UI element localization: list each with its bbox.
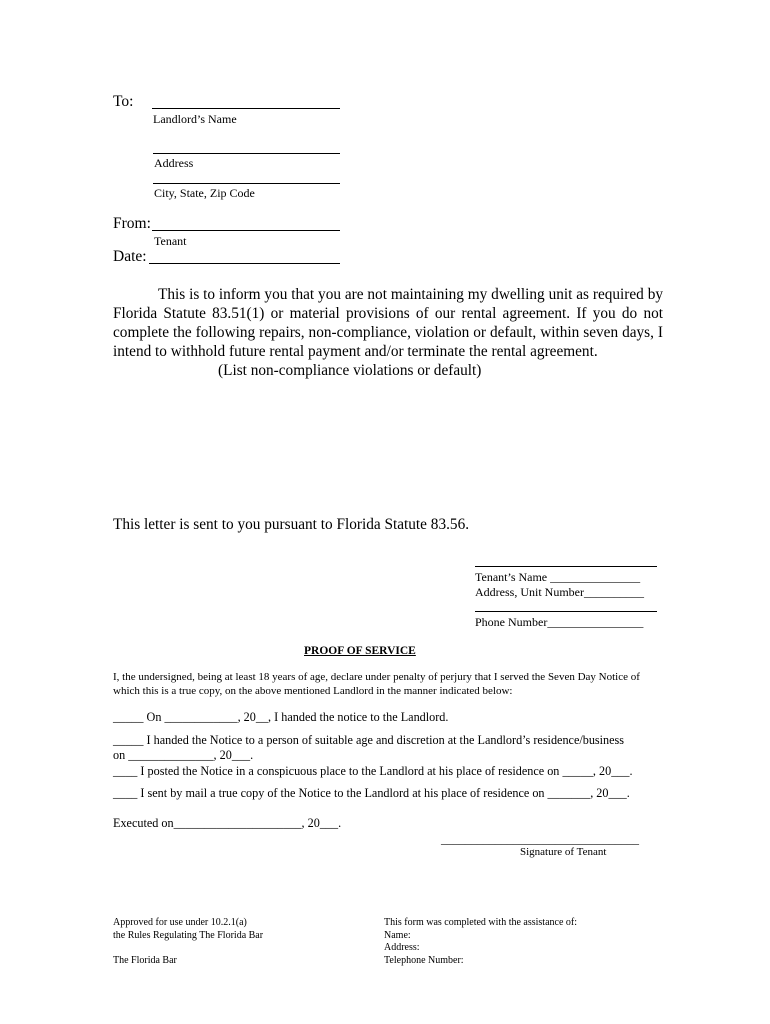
notice-paragraph: This is to inform you that you are not maintaining my dwelling unit as required by Florida Statute 83.51(1) or material provisions of our rental agreement. If you do not complete the following repairs, non-compliance, violation or default, within seven days, I intend to withhold future rental payment and/or terminate the rental agreement. — [113, 286, 663, 360]
footer-approved — [113, 917, 263, 967]
assistance-address-label: Address: — [384, 942, 420, 953]
city-state-zip-line[interactable] — [153, 183, 340, 184]
approved-line-1: Approved for use under 10.2.1(a) — [113, 917, 247, 928]
assistance-telephone-label: Telephone Number: — [384, 954, 464, 966]
option-handed-person-line1[interactable]: _____ I handed the Notice to a person of suitable age and discretion at the Landlord’s residence/business — [113, 733, 625, 747]
pursuant-line: This letter is sent to you pursuant to Florida Statute 83.56. — [113, 516, 470, 533]
from-label: From: — [113, 215, 151, 232]
landlord-name-label: Landlord’s Name — [153, 112, 237, 126]
phone-top-line[interactable] — [475, 611, 657, 612]
option-posted-notice[interactable]: ____ I posted the Notice in a conspicuous place to the Landlord at his place of residence on _____, 20___. — [113, 764, 633, 778]
option-sent-mail[interactable]: ____ I sent by mail a true copy of the Notice to the Landlord at his place of residence on _______, 20___. — [113, 786, 630, 800]
address-line[interactable] — [153, 153, 340, 154]
address-unit-field[interactable]: Address, Unit Number__________ — [475, 585, 644, 599]
signature-line[interactable]: _________________________________ — [441, 832, 639, 846]
tenant-name-field[interactable]: Tenant’s Name _______________ — [475, 570, 641, 584]
proof-declaration: I, the undersigned, being at least 18 years of age, declare under penalty of perjury that I served the Seven Day Notice of which this is a true copy, on the above mentioned Landlord in the manner indicated below: — [113, 671, 640, 697]
assistance-name-label: Name: — [384, 929, 411, 941]
assistance-line: This form was completed with the assistance of: — [384, 917, 578, 928]
tenant-line[interactable] — [152, 230, 340, 231]
landlord-name-line[interactable] — [152, 108, 340, 109]
to-label: To: — [113, 93, 134, 110]
option-handed-person-line2[interactable]: on ______________, 20___. — [113, 748, 254, 762]
phone-number-field[interactable]: Phone Number________________ — [475, 615, 644, 629]
city-state-zip-label: City, State, Zip Code — [154, 186, 255, 200]
signature-label: Signature of Tenant — [520, 846, 607, 858]
list-instruction: (List non-compliance violations or default) — [218, 362, 482, 379]
florida-bar-label: The Florida Bar — [113, 954, 177, 966]
date-line[interactable] — [149, 263, 340, 264]
approved-line-2: the Rules Regulating The Florida Bar — [113, 929, 264, 941]
proof-of-service-title: PROOF OF SERVICE — [304, 645, 416, 657]
tenant-label: Tenant — [154, 234, 187, 248]
tenant-signature-line[interactable] — [475, 566, 657, 567]
notice-body — [113, 285, 663, 380]
executed-on-field[interactable]: Executed on_____________________, 20___. — [113, 816, 342, 830]
footer-assistance — [384, 917, 577, 967]
address-label: Address — [154, 156, 194, 170]
option-handed-landlord[interactable]: _____ On ____________, 20__, I handed the notice to the Landlord. — [113, 710, 449, 724]
date-label: Date: — [113, 248, 147, 265]
